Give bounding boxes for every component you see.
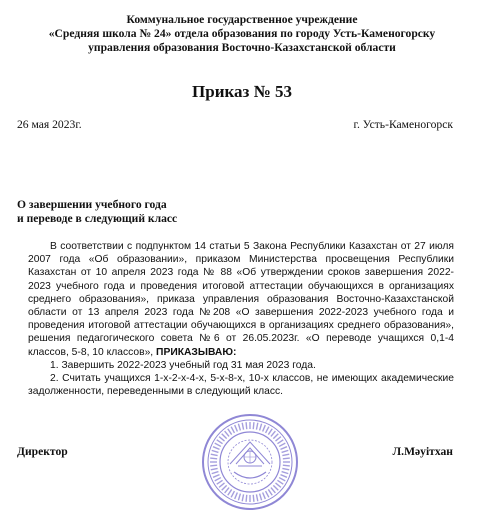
seal-lettering-mark xyxy=(213,475,219,478)
seal-lettering-mark xyxy=(231,491,234,497)
seal-lettering-mark xyxy=(280,447,286,450)
order-subject xyxy=(17,198,317,226)
seal-lettering-mark xyxy=(253,422,254,429)
order-item-1: 1. Завершить 2022-2023 учебный год 31 мая 2023 года. xyxy=(50,359,316,371)
seal-lettering-mark xyxy=(238,424,240,431)
order-body xyxy=(28,240,454,398)
preamble-text: В соответствии с подпунктом 14 статьи 5 Закона Республики Казахстан от 27 июля 2007 года «Об образовании», приказом Министерства просвещения Республики Казахстан от 10 апреля 2023 года № 88 «Об утверждении сроков завершения 2022-2023 учебного года и проведения итоговой аттестации обучающихся в организациях среднего образования», приказа управления образования Восточно-Казахстанской области от 13 апреля 2023 года №208 «О завершения 2022-2023 учебного года и проведения итоговой аттестации обучающихся в организациях среднего образования», решения педагогического совета №6 от 26.05.2023г. «О переводе учащихся 0,1-4 классов, 5-8, 10 классов», xyxy=(28,241,454,358)
seal-lettering-mark xyxy=(277,440,283,444)
seal-lettering-mark xyxy=(277,480,283,484)
seal-lettering-mark xyxy=(235,425,238,431)
seal-lettering-mark xyxy=(231,427,234,433)
seal-lettering-mark xyxy=(263,492,266,498)
seal-lettering-mark xyxy=(228,489,232,495)
seal-lettering-mark xyxy=(213,447,219,450)
seal-lettering-mark xyxy=(222,485,227,490)
seal-lettering-mark xyxy=(279,443,285,446)
seal-lettering-mark xyxy=(268,429,272,435)
official-seal-icon xyxy=(200,412,300,512)
signature-name: Л.Мәуітхан xyxy=(392,445,453,458)
seal-lettering-mark xyxy=(219,483,224,487)
seal-lettering-mark xyxy=(266,427,269,433)
order-date: 26 мая 2023г. xyxy=(17,118,82,131)
order-title: Приказ № 53 xyxy=(192,82,292,101)
seal-lettering-mark xyxy=(225,431,229,436)
seal-lettering-mark xyxy=(212,472,219,474)
seal-lettering-mark xyxy=(282,454,289,455)
seal-lettering-mark xyxy=(283,458,290,459)
preamble-paragraph xyxy=(28,240,454,359)
order-item-2: 2. Считать учащихся 1-х-2-х-4-х, 5-х-8-х, 10-х классов, не имеющих академические задолженности, переведенными в следующий класс. xyxy=(28,373,454,398)
subject-line-1: О завершении учебного года xyxy=(17,198,167,211)
organization-header xyxy=(20,13,464,55)
seal-lettering-mark xyxy=(280,475,286,478)
seal-lettering-mark xyxy=(273,485,278,490)
seal-lettering-mark xyxy=(217,440,223,444)
seal-lettering-mark xyxy=(210,465,217,466)
subject-line-2: и переводе в следующий класс xyxy=(17,212,178,225)
order-word: ПРИКАЗЫВАЮ: xyxy=(156,346,237,358)
seal-lettering-mark xyxy=(271,488,275,493)
seal-lettering-mark xyxy=(282,450,289,452)
seal-lettering-mark xyxy=(283,465,290,466)
seal-lettering-mark xyxy=(266,491,269,497)
seal-lettering-mark xyxy=(212,450,219,452)
seal-lettering-mark xyxy=(279,478,285,481)
seal-lettering-mark xyxy=(256,423,257,430)
seal-lettering-mark xyxy=(242,494,243,501)
seal-lettering-mark xyxy=(273,434,278,439)
seal-lettering-mark xyxy=(260,424,262,431)
seal-lettering-mark xyxy=(282,468,289,469)
seal-lettering-mark xyxy=(276,483,281,487)
order-city: г. Усть-Каменогорск xyxy=(353,118,453,131)
header-line-3: управления образования Восточно-Казахстанской области xyxy=(88,41,396,54)
seal-lettering-mark xyxy=(210,458,217,459)
seal-lettering-mark xyxy=(215,443,221,446)
seal-lettering-mark xyxy=(217,480,223,484)
seal-lettering-mark xyxy=(263,425,266,431)
seal-lettering-mark xyxy=(235,492,238,498)
seal-lettering-mark xyxy=(215,478,221,481)
seal-lettering-mark xyxy=(228,429,232,435)
seal-lettering-mark xyxy=(225,488,229,493)
seal-lettering-mark xyxy=(282,472,289,474)
seal-lettering-mark xyxy=(260,494,262,501)
seal-lettering-mark xyxy=(268,489,272,495)
header-line-2: «Средняя школа № 24» отдела образования по городу Усть-Каменогорску xyxy=(48,27,436,40)
seal-lettering-mark xyxy=(211,454,218,455)
seal-lettering-mark xyxy=(242,423,243,430)
seal-lettering-mark xyxy=(271,431,275,436)
seal-lettering-mark xyxy=(256,494,257,501)
seal-lettering-mark xyxy=(276,437,281,441)
signature-position: Директор xyxy=(17,445,68,458)
seal-lettering-mark xyxy=(222,434,227,439)
seal-lettering-mark xyxy=(246,422,247,429)
seal-lettering-mark xyxy=(246,495,247,502)
seal-lettering-mark xyxy=(253,495,254,502)
seal-lettering-mark xyxy=(219,437,224,441)
seal-lettering-mark xyxy=(211,468,218,469)
seal-lettering-mark xyxy=(238,494,240,501)
header-line-1: Коммунальное государственное учреждение xyxy=(126,13,358,26)
